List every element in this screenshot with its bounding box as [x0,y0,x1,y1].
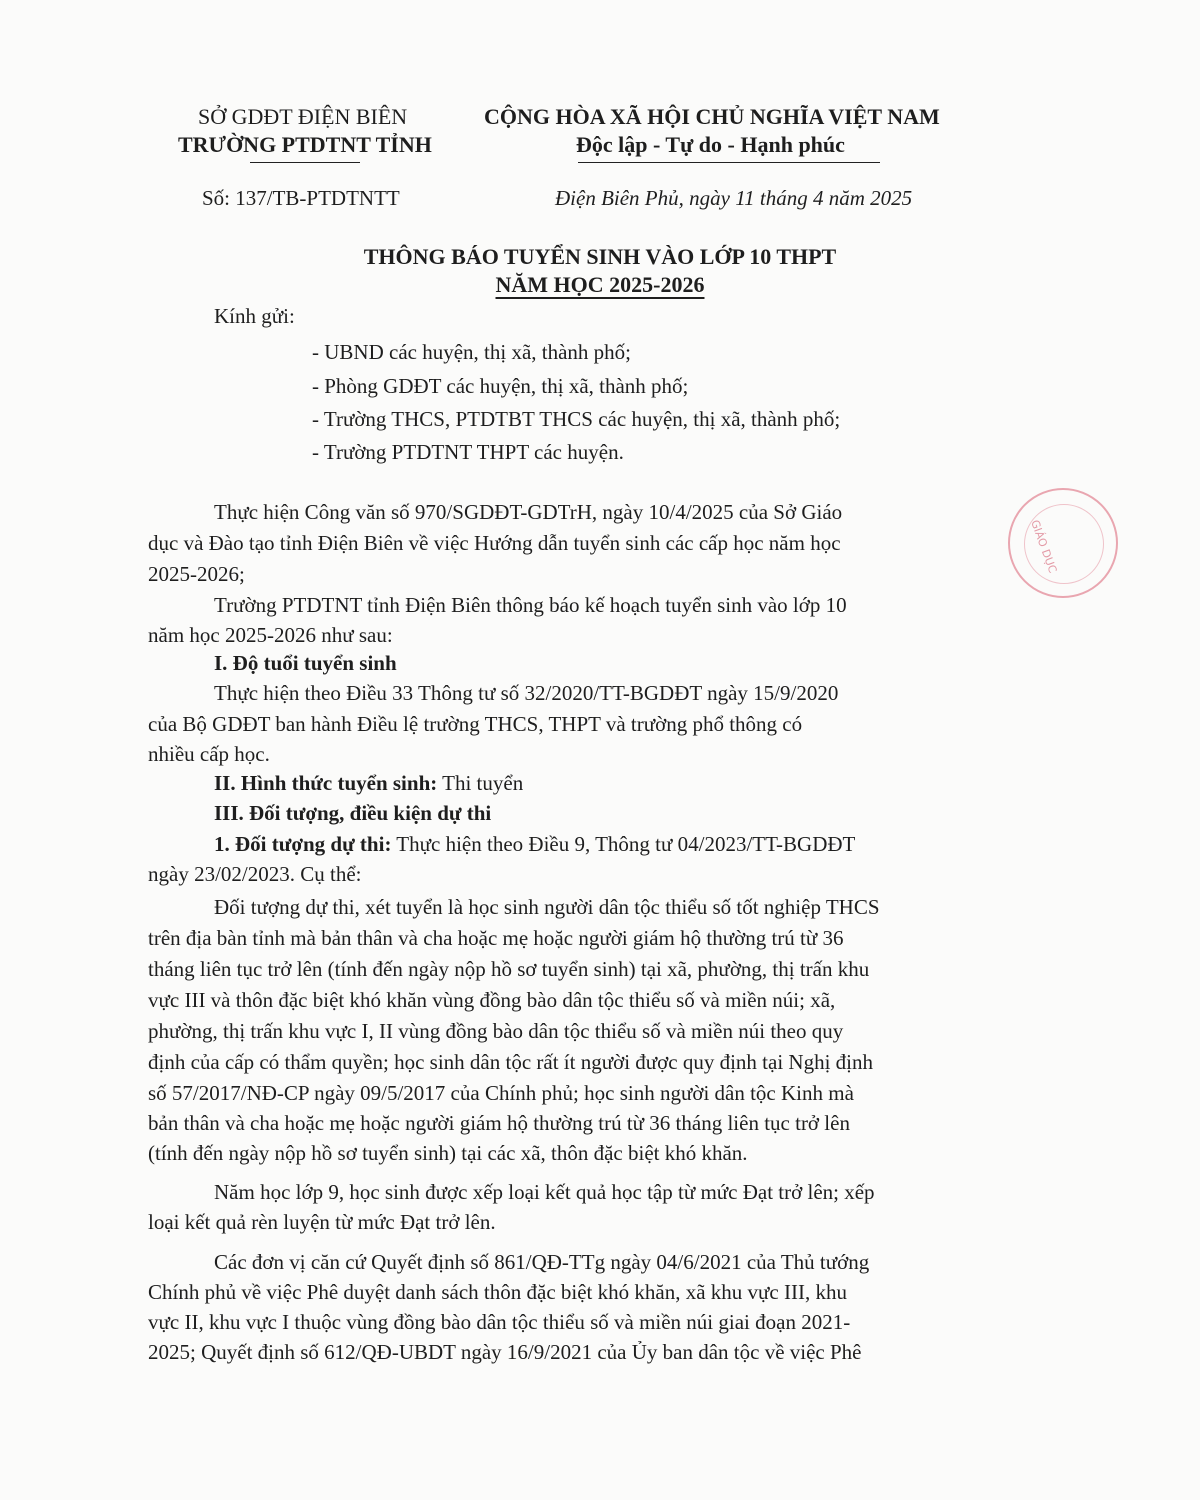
official-stamp [1008,488,1118,598]
section-value: Thi tuyển [437,771,524,795]
issuer-department: SỞ GDĐT ĐIỆN BIÊN [198,104,408,129]
body-line: định của cấp có thẩm quyền; học sinh dân tộc rất ít người được quy định tại Nghị định [148,1050,873,1074]
motto-underline [578,162,880,163]
body-line: của Bộ GDĐT ban hành Điều lệ trường THCS, THPT và trường phổ thông có [148,712,803,736]
body-line: Thực hiện theo Điều 33 Thông tư số 32/2020/TT-BGDĐT ngày 15/9/2020 [214,681,839,705]
item-text: Thực hiện theo Điều 9, Thông tư 04/2023/TT-BGDĐT [391,832,856,856]
body-line: ngày 23/02/2023. Cụ thể: [148,862,362,886]
section-line [214,771,523,796]
body-line: Trường PTDTNT tỉnh Điện Biên thông báo kế hoạch tuyển sinh vào lớp 10 [214,593,847,617]
body-line: số 57/2017/NĐ-CP ngày 09/5/2017 của Chính phủ; học sinh người dân tộc Kinh mà [148,1081,854,1105]
body-line: 2025; Quyết định số 612/QĐ-UBDT ngày 16/9/2021 của Ủy ban dân tộc về việc Phê [148,1340,862,1364]
stamp-text: GIÁO DỤC [1028,518,1060,575]
issuer-school: TRƯỜNG PTDTNT TỈNH [178,132,432,157]
body-line: vực III và thôn đặc biệt khó khăn vùng đồng bào dân tộc thiểu số và miền núi; xã, [148,988,836,1012]
body-line: loại kết quả rèn luyện từ mức Đạt trở lên. [148,1210,496,1234]
body-line: Thực hiện Công văn số 970/SGDĐT-GDTrH, ngày 10/4/2025 của Sở Giáo [214,500,843,524]
place-and-date: Điện Biên Phủ, ngày 11 tháng 4 năm 2025 [555,186,913,210]
recipient-item: - UBND các huyện, thị xã, thành phố; [312,340,632,364]
national-title: CỘNG HÒA XÃ HỘI CHỦ NGHĨA VIỆT NAM [484,104,940,129]
body-line: Các đơn vị căn cứ Quyết định số 861/QĐ-TTg ngày 04/6/2021 của Thủ tướng [214,1250,870,1274]
national-motto: Độc lập - Tự do - Hạnh phúc [576,132,845,157]
body-line: tháng liên tục trở lên (tính đến ngày nộp hồ sơ tuyển sinh) tại xã, phường, thị trấn khu [148,957,870,981]
body-line: phường, thị trấn khu vực I, II vùng đồng bào dân tộc thiểu số và miền núi theo quy [148,1019,844,1043]
body-line: năm học 2025-2026 như sau: [148,623,393,647]
school-year-title: NĂM HỌC 2025-2026 [495,272,705,297]
issuer-underline [250,162,360,163]
body-line: dục và Đào tạo tỉnh Điện Biên về việc Hướng dẫn tuyển sinh các cấp học năm học [148,531,841,555]
recipients-label: Kính gửi: [214,304,295,328]
body-line: Đối tượng dự thi, xét tuyển là học sinh người dân tộc thiểu số tốt nghiệp THCS [214,895,880,919]
section-heading: I. Độ tuổi tuyển sinh [214,651,397,675]
recipient-item: - Trường PTDTNT THPT các huyện. [312,440,624,464]
body-line: vực II, khu vực I thuộc vùng đồng bào dân tộc thiểu số và miền núi giai đoạn 2021- [148,1310,851,1334]
section-heading: II. Hình thức tuyển sinh: [214,771,438,795]
section-line [214,832,855,857]
body-line: Năm học lớp 9, học sinh được xếp loại kết quả học tập từ mức Đạt trở lên; xếp [214,1180,875,1204]
document-number: Số: 137/TB-PTDTNTT [202,186,400,210]
document-title: THÔNG BÁO TUYỂN SINH VÀO LỚP 10 THPT [363,244,837,269]
recipient-item: - Phòng GDĐT các huyện, thị xã, thành phố; [312,374,689,398]
body-line: nhiều cấp học. [148,742,270,766]
recipient-item: - Trường THCS, PTDTBT THCS các huyện, thị xã, thành phố; [312,407,841,431]
body-line: Chính phủ về việc Phê duyệt danh sách thôn đặc biệt khó khăn, xã khu vực III, khu [148,1280,847,1304]
body-line: bản thân và cha hoặc mẹ hoặc người giám hộ thường trú từ 36 tháng liên tục trở lên [148,1111,850,1135]
body-line: (tính đến ngày nộp hồ sơ tuyển sinh) tại các xã, thôn đặc biệt khó khăn. [148,1141,748,1165]
item-heading: 1. Đối tượng dự thi: [214,832,392,856]
body-line: trên địa bàn tỉnh mà bản thân và cha hoặc mẹ hoặc người giám hộ thường trú từ 36 [148,926,844,950]
body-line: 2025-2026; [148,562,245,586]
section-heading: III. Đối tượng, điều kiện dự thi [214,801,492,825]
